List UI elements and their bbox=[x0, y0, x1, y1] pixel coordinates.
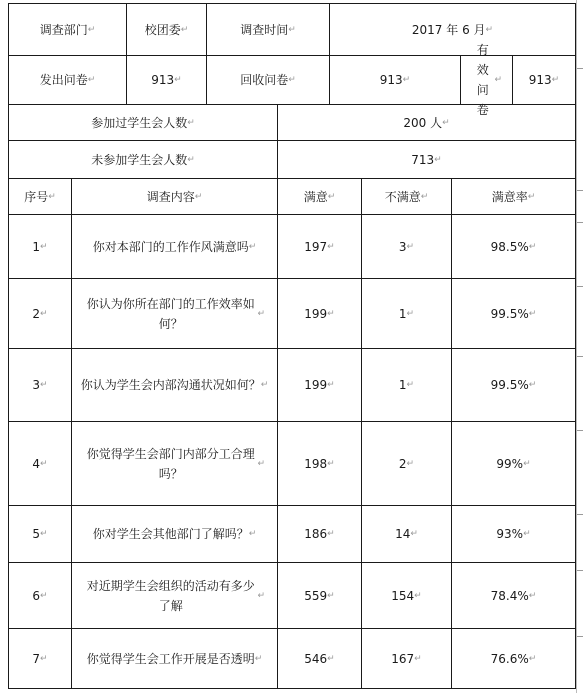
row-7-no: 7 ↵ bbox=[8, 628, 72, 689]
joined-value: 200 人 bbox=[403, 115, 443, 130]
row-4-no: 4 ↵ bbox=[8, 421, 72, 506]
joined-label-cell: 参加过学生会人数 ↵ bbox=[8, 104, 278, 141]
time-label-cell: 调查时间 ↵ bbox=[206, 3, 330, 56]
row-2-unsatisfied: 1 ↵ bbox=[361, 278, 452, 349]
row-7-unsatisfied: 167 ↵ bbox=[361, 628, 452, 689]
dept-label: 调查部门 bbox=[39, 22, 88, 37]
dept-value-cell: 校团委 ↵ bbox=[126, 3, 207, 56]
row-6-content: 对近期学生会组织的活动有多少了解 ↵ bbox=[71, 562, 278, 629]
row-6-satisfied: 559 ↵ bbox=[277, 562, 362, 629]
returned-value-cell: 913 ↵ bbox=[329, 55, 461, 105]
ruler-tick bbox=[577, 430, 583, 431]
row-1-content: 你对本部门的工作作风满意吗 ↵ bbox=[71, 214, 278, 279]
col-header-no: 序号 ↵ bbox=[8, 178, 72, 215]
row-2-satisfied: 199 ↵ bbox=[277, 278, 362, 349]
not-joined-value-cell: 713 ↵ bbox=[277, 140, 576, 179]
joined-label: 参加过学生会人数 bbox=[91, 115, 188, 130]
returned-label-cell: 回收问卷 ↵ bbox=[206, 55, 330, 105]
row-2-no: 2 ↵ bbox=[8, 278, 72, 349]
row-7-satisfied: 546 ↵ bbox=[277, 628, 362, 689]
col-header-satisfied: 满意 ↵ bbox=[277, 178, 362, 215]
row-7-content: 你觉得学生会工作开展是否透明 ↵ bbox=[71, 628, 278, 689]
row-5-unsatisfied: 14 ↵ bbox=[361, 505, 452, 563]
row-5-no: 5 ↵ bbox=[8, 505, 72, 563]
row-1-satisfied: 197 ↵ bbox=[277, 214, 362, 279]
row-5-content: 你对学生会其他部门了解吗？ ↵ bbox=[71, 505, 278, 563]
row-3-unsatisfied: 1 ↵ bbox=[361, 348, 452, 422]
ruler-tick bbox=[577, 286, 583, 287]
issued-label: 发出问卷 bbox=[39, 73, 88, 87]
col-header-unsatisfied: 不满意 ↵ bbox=[361, 178, 452, 215]
issued-value: 913 bbox=[151, 73, 175, 87]
ruler-tick bbox=[577, 356, 583, 357]
row-3-content: 你认为学生会内部沟通状况如何？ ↵ bbox=[71, 348, 278, 422]
valid-value-cell: 913 ↵ bbox=[512, 55, 576, 105]
not-joined-label: 未参加学生会人数 bbox=[91, 152, 188, 167]
valid-label-cell: 有效问卷 ↵ bbox=[460, 55, 513, 105]
row-2-rate: 99.5% ↵ bbox=[451, 278, 576, 349]
row-4-unsatisfied: 2 ↵ bbox=[361, 421, 452, 506]
row-6-no: 6 ↵ bbox=[8, 562, 72, 629]
returned-value: 913 bbox=[379, 73, 403, 87]
valid-value: 913 bbox=[528, 73, 552, 87]
row-6-unsatisfied: 154 ↵ bbox=[361, 562, 452, 629]
ruler-tick bbox=[577, 222, 583, 223]
ruler-tick bbox=[577, 190, 583, 191]
returned-label: 回收问卷 bbox=[240, 73, 289, 87]
row-4-satisfied: 198 ↵ bbox=[277, 421, 362, 506]
ruler-tick bbox=[577, 636, 583, 637]
joined-value-cell: 200 人 ↵ bbox=[277, 104, 576, 141]
row-5-satisfied: 186 ↵ bbox=[277, 505, 362, 563]
issued-label-cell: 发出问卷 ↵ bbox=[8, 55, 127, 105]
row-1-no: 1 ↵ bbox=[8, 214, 72, 279]
col-header-rate: 满意率 ↵ bbox=[451, 178, 576, 215]
row-1-rate: 98.5% ↵ bbox=[451, 214, 576, 279]
row-4-content: 你觉得学生会部门内部分工合理吗？ ↵ bbox=[71, 421, 278, 506]
row-5-rate: 93% ↵ bbox=[451, 505, 576, 563]
valid-label: 有效问卷 bbox=[476, 43, 489, 117]
row-3-satisfied: 199 ↵ bbox=[277, 348, 362, 422]
time-value-cell: 2017 年 6 月 ↵ bbox=[329, 3, 576, 56]
row-7-rate: 76.6% ↵ bbox=[451, 628, 576, 689]
row-2-content: 你认为你所在部门的工作效率如何？ ↵ bbox=[71, 278, 278, 349]
row-3-rate: 99.5% ↵ bbox=[451, 348, 576, 422]
page-edge bbox=[576, 0, 584, 693]
dept-label-cell: 调查部门 ↵ bbox=[8, 3, 127, 56]
row-3-no: 3 ↵ bbox=[8, 348, 72, 422]
dept-value: 校团委 bbox=[144, 22, 181, 37]
row-1-unsatisfied: 3 ↵ bbox=[361, 214, 452, 279]
not-joined-value: 713 bbox=[411, 152, 435, 167]
time-label: 调查时间 bbox=[240, 22, 289, 37]
ruler-tick bbox=[577, 514, 583, 515]
time-value: 2017 年 6 月 bbox=[411, 22, 486, 37]
ruler-tick bbox=[577, 570, 583, 571]
ruler-tick bbox=[577, 68, 583, 69]
issued-value-cell: 913 ↵ bbox=[126, 55, 207, 105]
row-4-rate: 99% ↵ bbox=[451, 421, 576, 506]
col-header-content: 调查内容 ↵ bbox=[71, 178, 278, 215]
row-6-rate: 78.4% ↵ bbox=[451, 562, 576, 629]
not-joined-label-cell: 未参加学生会人数 ↵ bbox=[8, 140, 278, 179]
